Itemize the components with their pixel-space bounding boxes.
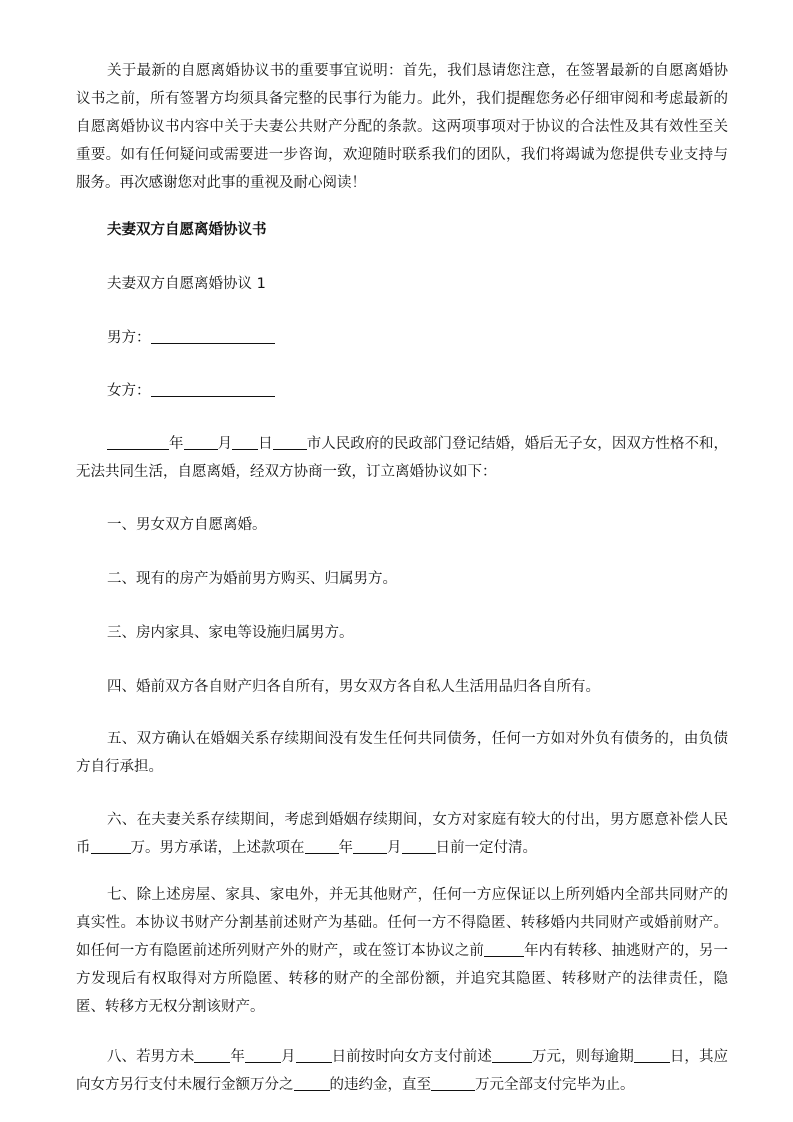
clause8-text: 年 bbox=[230, 1049, 245, 1065]
clause6-text: 万。男方承诺，上述款项在 bbox=[130, 840, 305, 856]
clause7-text: 年内有转移、抽逃财产的，另一方发现后有权取得对方所隐匿、转移的财产的全部份额，并追究其隐匿、转移财产的法律责任，隐匿、转移方无权分割该财产。 bbox=[76, 943, 728, 1015]
blank bbox=[107, 435, 169, 450]
wife-name-blank bbox=[151, 382, 275, 397]
blank bbox=[296, 1048, 332, 1063]
blank bbox=[402, 839, 436, 854]
clause-7 bbox=[76, 881, 728, 1021]
notice-paragraph: 关于最新的自愿离婚协议书的重要事宜说明：首先，我们恳请您注意，在签署最新的自愿离婚协议书之前，所有签署方均须具备完整的民事行为能力。此外，我们提醒您务必仔细审阅和考虑最新的自愿离婚协议书内容中关于夫妻公共财产分配的条款。这两项事项对于协议的合法性及其有效性至关重要。如有任何疑问或需要进一步咨询，欢迎随时联系我们的团队，我们将竭诚为您提供专业支持与服务。再次感谢您对此事的重视及耐心阅读！ bbox=[76, 63, 728, 191]
day-label: 日 bbox=[258, 436, 273, 452]
blank bbox=[273, 435, 307, 450]
husband-label: 男方： bbox=[107, 330, 151, 346]
clause-1: 一、男女双方自愿离婚。 bbox=[107, 517, 267, 533]
clause6-text: 六、在夫妻关系存续期间，考虑到婚姻存续期间，女方对家庭有较大的付出，男方愿意补偿人民币 bbox=[76, 812, 728, 856]
clause-5: 五、双方确认在婚姻关系存续期间没有发生任何共同债务，任何一方如对外负有债务的，由负债方自行承担。 bbox=[76, 731, 728, 775]
blank bbox=[294, 1076, 330, 1091]
blank bbox=[634, 1048, 670, 1063]
blank bbox=[484, 942, 524, 957]
wife-label: 女方： bbox=[107, 383, 151, 399]
blank bbox=[305, 839, 339, 854]
wife-field bbox=[107, 377, 759, 405]
month-label: 月 bbox=[217, 436, 233, 452]
clause8-text: 日，其应向女方另行支付未履行金额万分之 bbox=[76, 1049, 729, 1093]
blank bbox=[245, 1048, 281, 1063]
clause8-text: 的违约金，直至 bbox=[329, 1077, 431, 1093]
clause8-text: 日前按时向女方支付前述 bbox=[331, 1049, 492, 1065]
clause-3: 三、房内家具、家电等设施归属男方。 bbox=[107, 625, 354, 641]
clause-6 bbox=[76, 806, 728, 862]
clause-4: 四、婚前双方各自财产归各自所有，男女双方各自私人生活用品归各自所有。 bbox=[107, 679, 600, 695]
blank bbox=[431, 1076, 475, 1091]
blank bbox=[492, 1048, 532, 1063]
intro-text: 市人民政府的民政部门登记结婚，婚后无子女，因双方性格不和，无法共同生活，自愿离婚，经双方协商一致，订立离婚协议如下： bbox=[76, 436, 729, 480]
blank bbox=[194, 1048, 230, 1063]
clause8-text: 万元，则每逾期 bbox=[531, 1049, 634, 1065]
clause6-text: 日前一定付清。 bbox=[435, 840, 537, 856]
clause-8 bbox=[76, 1043, 728, 1099]
clause8-text: 万元全部支付完毕为止。 bbox=[475, 1077, 635, 1093]
clause8-text: 月 bbox=[280, 1049, 296, 1065]
document-title: 夫妻双方自愿离婚协议书 bbox=[107, 222, 267, 238]
clause6-text: 年 bbox=[338, 840, 353, 856]
clause-2: 二、现有的房产为婚前男方购买、归属男方。 bbox=[107, 571, 397, 587]
clause7-text: 七、除上述房屋、家具、家电外，并无其他财产，任何一方应保证以上所列婚内全部共同财产的真实性。本协议书财产分割基前述财产为基础。任何一方不得隐匿、转移婚内共同财产或婚前财产。如任何一方有隐匿前述所列财产外的财产，或在签订本协议之前 bbox=[76, 887, 728, 959]
blank bbox=[184, 435, 218, 450]
blank bbox=[232, 435, 258, 450]
clause8-text: 八、若男方未 bbox=[107, 1049, 195, 1065]
intro-paragraph bbox=[76, 430, 728, 486]
husband-name-blank bbox=[151, 329, 275, 344]
year-label: 年 bbox=[169, 436, 184, 452]
blank bbox=[353, 839, 387, 854]
blank bbox=[91, 839, 131, 854]
husband-field bbox=[107, 324, 759, 352]
clause6-text: 月 bbox=[387, 840, 402, 856]
agreement-subtitle: 夫妻双方自愿离婚协议 1 bbox=[107, 276, 266, 292]
